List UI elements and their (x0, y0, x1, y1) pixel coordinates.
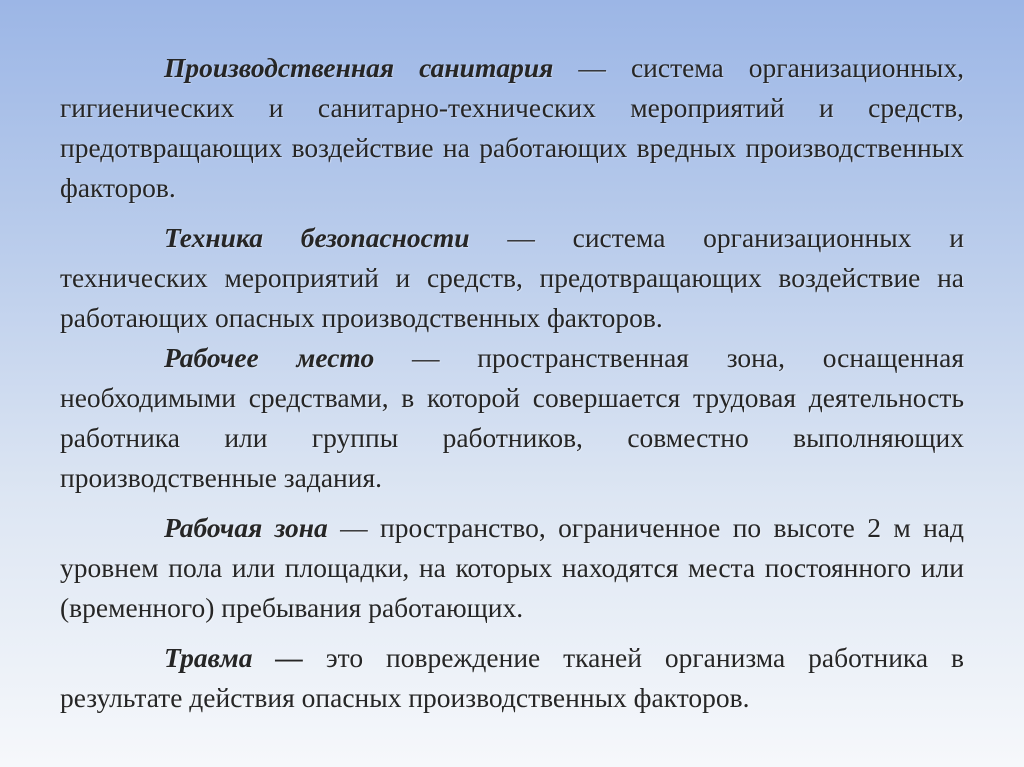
dash (303, 642, 326, 673)
dash: — (374, 342, 478, 373)
definition-workplace (60, 338, 964, 498)
definition-safety (60, 218, 964, 338)
definition-work-zone (60, 508, 964, 628)
term-work-zone: Рабочая зона (164, 512, 328, 543)
definition-text: это повреждение тканей организма работника в результате действия опасных производственных факторов. (60, 642, 964, 713)
term-safety: Техника безопасности (164, 222, 470, 253)
dash: — (553, 52, 631, 83)
definition-text: система организационных, гигиенических и санитарно-технических мероприятий и средств, предотвращающих воздействие на работающих вредных производственных факторов. (60, 52, 965, 203)
definition-injury (60, 638, 964, 718)
slide-content (60, 48, 964, 718)
definition-sanitation (60, 48, 964, 208)
term-workplace: Рабочее место (164, 342, 375, 373)
dash: — (327, 512, 381, 543)
definition-text: пространство, ограниченное по высоте 2 м над уровнем пола или площадки, на которых находятся места постоянного или (временного) пребывания работающих. (60, 512, 965, 623)
term-sanitation: Производственная санитария (164, 52, 554, 83)
definition-text: система организационных и технических мероприятий и средств, предотвращающих воздействие на работающих опасных производственных факторов. (60, 222, 964, 333)
definition-text: пространственная зона, оснащенная необходимыми средствами, в которой совершается трудовая деятельность работника или группы работников, совместно выполняющих производственные задания. (60, 342, 964, 493)
dash: — (469, 222, 573, 253)
term-injury: Травма — (164, 642, 303, 673)
